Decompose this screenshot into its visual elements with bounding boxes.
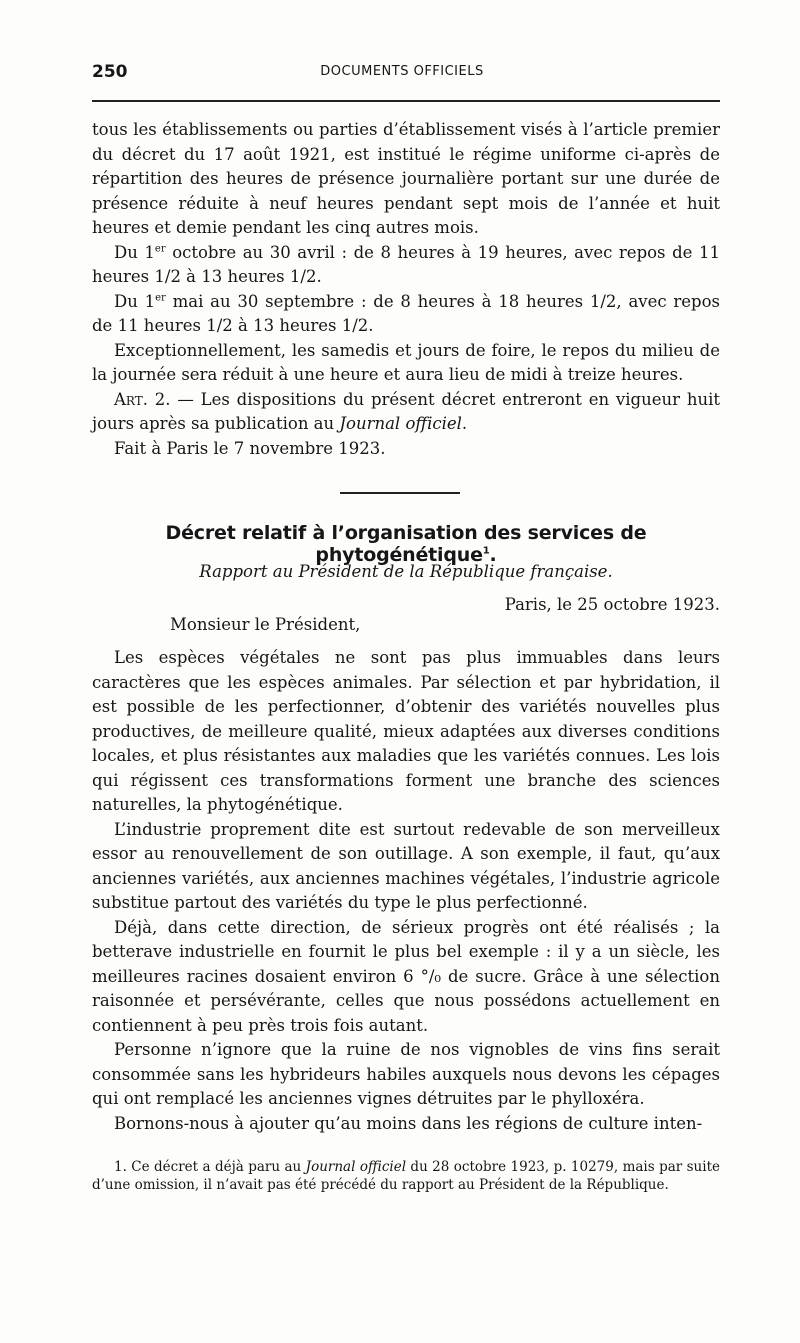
- page-number: 250: [92, 62, 128, 82]
- place-date: Paris, le 25 octobre 1923.: [504, 595, 720, 614]
- paragraph: Exceptionnellement, les samedis et jours de foire, le repos du milieu de la journée sera réduit à une heure et aura lieu de midi à treize heures.: [92, 340, 720, 384]
- section-subtitle: Rapport au Président de la République française.: [199, 562, 613, 581]
- journal-title: Journal officiel: [339, 414, 462, 433]
- paragraph: Bornons-nous à ajouter qu’au moins dans les régions de culture inten-: [114, 1113, 703, 1133]
- paragraph: tous les établissements ou parties d’établissement visés à l’article premier du décret du 17 août 1921, est institué le régime uniforme ci-après de répartition des heures de présence journalière portant sur une durée de présence réduite à neuf heures pendant sept mois de l’année et huit heures et demie pendant les cinq autres mois.: [92, 120, 720, 237]
- paragraph: Du 1er mai au 30 septembre : de 8 heures à 18 heures 1/2, avec repos de 11 heures 1/2 à 13 heures 1/2.: [92, 291, 720, 335]
- running-title: DOCUMENTS OFFICIELS: [320, 64, 484, 79]
- paragraph: Déjà, dans cette direction, de sérieux progrès ont été réalisés ; la betterave industrielle en fournit le plus bel exemple : il y a un siècle, les meilleures racines dosaient environ 6 °/₀ de sucre. Grâce à une sélection raisonnée et persévérante, celles que nous possédons actuellement en contiennent à peu près trois fois autant.: [92, 917, 720, 1035]
- header-rule: [92, 100, 720, 102]
- section-divider: [340, 492, 460, 494]
- paragraph: Personne n’ignore que la ruine de nos vignobles de vins fins serait consommée sans les hybrideurs habiles auxquels nous devons les cépages qui ont remplacé les anciennes vignes détruites par le phylloxéra.: [92, 1040, 720, 1108]
- footnote-marker: 1: [482, 545, 490, 557]
- article-label: Art. 2.: [114, 389, 171, 409]
- salutation: Monsieur le Président,: [170, 615, 361, 634]
- paragraph: Les espèces végétales ne sont pas plus immuables dans leurs caractères que les espèces animales. Par sélection et par hybridation, il est possible de les perfectionner, d’obtenir des variétés nouvelles plus productives, de meilleure qualité, mieux adaptées aux diverses conditions locales, et plus résistantes aux maladies que les variétés connues. Les lois qui régissent ces transformations forment une branche des sciences naturelles, la phytogénétique.: [92, 648, 720, 814]
- article-paragraph: Art. 2. — Les dispositions du présent décret entreront en vigueur huit jours après sa publication au Journal officiel.: [92, 389, 720, 433]
- report-body: [92, 646, 720, 1136]
- page-header: [92, 62, 712, 88]
- paragraph: L’industrie proprement dite est surtout redevable de son merveilleux essor au renouvellement de son outillage. A son exemple, il faut, qu’aux anciennes variétés, aux anciennes machines végétales, l’industrie agricole substitue partout des variétés du type le plus perfectionné.: [92, 819, 720, 912]
- footnote: 1. Ce décret a déjà paru au Journal officiel du 28 octobre 1923, p. 10279, mais par suite d’une omission, il n’avait pas été précédé du rapport au Président de la République.: [92, 1159, 720, 1193]
- signature-date: Fait à Paris le 7 novembre 1923.: [114, 438, 386, 458]
- paragraph: Du 1er octobre au 30 avril : de 8 heures à 19 heures, avec repos de 11 heures 1/2 à 13 heures 1/2.: [92, 242, 720, 286]
- journal-title: Journal officiel: [305, 1159, 407, 1175]
- section-title: Décret relatif à l’organisation des services de phytogénétique$^1$.: [165, 522, 647, 566]
- decree-end-text: [92, 118, 720, 461]
